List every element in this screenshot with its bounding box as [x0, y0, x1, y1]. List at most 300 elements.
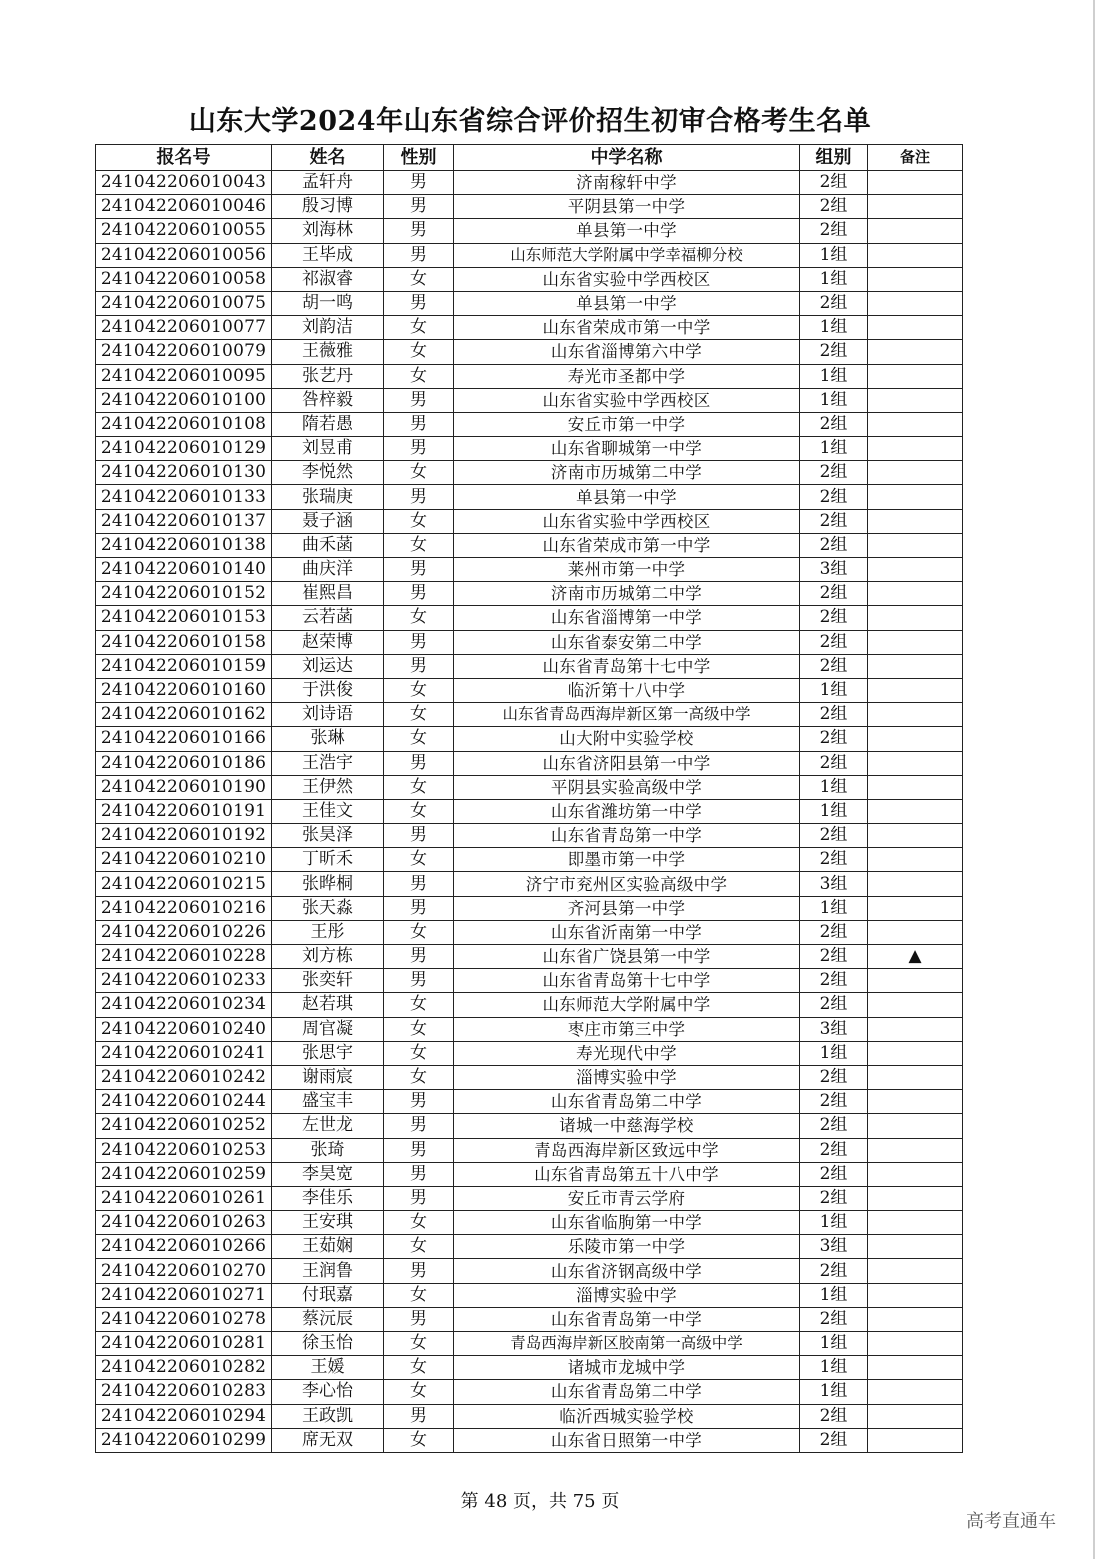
cell-gender: 女 — [384, 364, 454, 388]
cell-name: 徐玉怡 — [272, 1332, 384, 1356]
cell-group: 2组 — [800, 1065, 868, 1089]
cell-note — [868, 1017, 963, 1041]
cell-gender: 女 — [384, 316, 454, 340]
page-number: 第 48 页，共 75 页 — [460, 1491, 620, 1512]
cell-id: 241042206010299 — [96, 1428, 272, 1452]
cell-note — [868, 533, 963, 557]
cell-id: 241042206010043 — [96, 171, 272, 195]
cell-name: 咎梓毅 — [272, 388, 384, 412]
table-row — [96, 243, 963, 267]
cell-school: 枣庄市第三中学 — [454, 1017, 800, 1041]
cell-school: 山东省广饶县第一中学 — [454, 945, 800, 969]
cell-group: 2组 — [800, 1162, 868, 1186]
cell-school: 山东省实验中学西校区 — [454, 267, 800, 291]
cell-group: 1组 — [800, 1283, 868, 1307]
cell-gender: 男 — [384, 1114, 454, 1138]
cell-id: 241042206010259 — [96, 1162, 272, 1186]
table-row — [96, 824, 963, 848]
cell-id: 241042206010233 — [96, 969, 272, 993]
cell-name: 左世龙 — [272, 1114, 384, 1138]
cell-note — [868, 364, 963, 388]
cell-gender: 男 — [384, 219, 454, 243]
table-row — [96, 1428, 963, 1452]
cell-name: 周官凝 — [272, 1017, 384, 1041]
cell-note — [868, 267, 963, 291]
cell-school: 单县第一中学 — [454, 219, 800, 243]
cell-group: 2组 — [800, 509, 868, 533]
cell-gender: 男 — [384, 1307, 454, 1331]
cell-id: 241042206010100 — [96, 388, 272, 412]
cell-id: 241042206010056 — [96, 243, 272, 267]
cell-school: 山东省青岛第二中学 — [454, 1090, 800, 1114]
table-row — [96, 1017, 963, 1041]
cell-group: 2组 — [800, 171, 868, 195]
column-header-name: 姓名 — [272, 145, 384, 171]
cell-note: ▲ — [868, 945, 963, 969]
cell-id: 241042206010190 — [96, 775, 272, 799]
cell-name: 张思宇 — [272, 1041, 384, 1065]
cell-school: 山东省潍坊第一中学 — [454, 799, 800, 823]
cell-school: 淄博实验中学 — [454, 1065, 800, 1089]
cell-school: 安丘市青云学府 — [454, 1186, 800, 1210]
cell-name: 张琦 — [272, 1138, 384, 1162]
table-row — [96, 1162, 963, 1186]
cell-gender: 女 — [384, 993, 454, 1017]
cell-group: 2组 — [800, 969, 868, 993]
cell-group: 2组 — [800, 533, 868, 557]
cell-gender: 女 — [384, 1065, 454, 1089]
cell-note — [868, 1259, 963, 1283]
cell-group: 2组 — [800, 993, 868, 1017]
cell-note — [868, 340, 963, 364]
cell-school: 寿光现代中学 — [454, 1041, 800, 1065]
table-row — [96, 316, 963, 340]
cell-group: 1组 — [800, 1332, 868, 1356]
page-title: 山东大学2024年山东省综合评价招生初审合格考生名单 — [188, 106, 872, 137]
cell-id: 241042206010283 — [96, 1380, 272, 1404]
cell-gender: 男 — [384, 630, 454, 654]
cell-id: 241042206010192 — [96, 824, 272, 848]
cell-gender: 女 — [384, 606, 454, 630]
table-row — [96, 1138, 963, 1162]
cell-id: 241042206010294 — [96, 1404, 272, 1428]
cell-gender: 女 — [384, 461, 454, 485]
cell-group: 2组 — [800, 461, 868, 485]
table-row — [96, 993, 963, 1017]
cell-gender: 女 — [384, 799, 454, 823]
cell-school: 山东省实验中学西校区 — [454, 388, 800, 412]
cell-name: 李昊宽 — [272, 1162, 384, 1186]
cell-name: 云若菡 — [272, 606, 384, 630]
cell-school: 平阴县第一中学 — [454, 195, 800, 219]
cell-note — [868, 1404, 963, 1428]
cell-note — [868, 1065, 963, 1089]
table-row — [96, 1114, 963, 1138]
cell-note — [868, 1211, 963, 1235]
cell-gender: 男 — [384, 243, 454, 267]
table-row — [96, 1404, 963, 1428]
cell-group: 1组 — [800, 364, 868, 388]
cell-school: 莱州市第一中学 — [454, 558, 800, 582]
cell-school: 山东省青岛第一中学 — [454, 824, 800, 848]
cell-id: 241042206010058 — [96, 267, 272, 291]
table-row — [96, 920, 963, 944]
cell-group: 1组 — [800, 678, 868, 702]
cell-gender: 女 — [384, 1235, 454, 1259]
cell-group: 2组 — [800, 945, 868, 969]
cell-school: 山东省青岛第十七中学 — [454, 969, 800, 993]
cell-group: 2组 — [800, 195, 868, 219]
cell-note — [868, 1114, 963, 1138]
cell-gender: 男 — [384, 1090, 454, 1114]
table-row — [96, 896, 963, 920]
cell-id: 241042206010244 — [96, 1090, 272, 1114]
cell-group: 1组 — [800, 316, 868, 340]
table-row — [96, 1041, 963, 1065]
cell-gender: 女 — [384, 509, 454, 533]
cell-note — [868, 388, 963, 412]
cell-id: 241042206010191 — [96, 799, 272, 823]
cell-id: 241042206010210 — [96, 848, 272, 872]
cell-group: 2组 — [800, 291, 868, 315]
cell-school: 济南稼轩中学 — [454, 171, 800, 195]
table-row — [96, 727, 963, 751]
cell-note — [868, 558, 963, 582]
cell-group: 2组 — [800, 1114, 868, 1138]
table-row — [96, 1283, 963, 1307]
cell-gender: 女 — [384, 1428, 454, 1452]
cell-group: 1组 — [800, 775, 868, 799]
cell-gender: 女 — [384, 1017, 454, 1041]
cell-school: 山东省沂南第一中学 — [454, 920, 800, 944]
cell-gender: 女 — [384, 678, 454, 702]
cell-id: 241042206010242 — [96, 1065, 272, 1089]
cell-note — [868, 751, 963, 775]
cell-name: 张天淼 — [272, 896, 384, 920]
cell-id: 241042206010152 — [96, 582, 272, 606]
cell-name: 王佳文 — [272, 799, 384, 823]
cell-group: 2组 — [800, 485, 868, 509]
cell-id: 241042206010270 — [96, 1259, 272, 1283]
cell-note — [868, 291, 963, 315]
cell-gender: 男 — [384, 1186, 454, 1210]
cell-note — [868, 485, 963, 509]
table-body — [96, 171, 963, 1453]
cell-name: 张瑞庚 — [272, 485, 384, 509]
cell-note — [868, 1090, 963, 1114]
cell-gender: 女 — [384, 267, 454, 291]
cell-group: 1组 — [800, 267, 868, 291]
cell-gender: 男 — [384, 896, 454, 920]
cell-note — [868, 1283, 963, 1307]
watermark: 高考直通车 — [966, 1511, 1056, 1532]
cell-id: 241042206010261 — [96, 1186, 272, 1210]
cell-gender: 男 — [384, 558, 454, 582]
cell-gender: 女 — [384, 1041, 454, 1065]
cell-note — [868, 1162, 963, 1186]
cell-name: 王毕成 — [272, 243, 384, 267]
cell-note — [868, 243, 963, 267]
cell-name: 赵荣博 — [272, 630, 384, 654]
cell-school: 齐河县第一中学 — [454, 896, 800, 920]
table-row — [96, 533, 963, 557]
table-row — [96, 558, 963, 582]
table-row — [96, 848, 963, 872]
cell-name: 丁昕禾 — [272, 848, 384, 872]
cell-id: 241042206010252 — [96, 1114, 272, 1138]
cell-school: 安丘市第一中学 — [454, 412, 800, 436]
cell-note — [868, 195, 963, 219]
table-row — [96, 872, 963, 896]
cell-id: 241042206010263 — [96, 1211, 272, 1235]
cell-name: 隋若愚 — [272, 412, 384, 436]
cell-group: 1组 — [800, 799, 868, 823]
cell-name: 刘昱甫 — [272, 437, 384, 461]
table-row — [96, 1380, 963, 1404]
cell-school: 山东省聊城第一中学 — [454, 437, 800, 461]
cell-name: 王伊然 — [272, 775, 384, 799]
cell-group: 2组 — [800, 219, 868, 243]
table-row — [96, 630, 963, 654]
cell-name: 祁淑睿 — [272, 267, 384, 291]
cell-note — [868, 316, 963, 340]
cell-gender: 女 — [384, 1211, 454, 1235]
cell-gender: 女 — [384, 1356, 454, 1380]
cell-group: 2组 — [800, 703, 868, 727]
cell-note — [868, 896, 963, 920]
table-row — [96, 437, 963, 461]
cell-group: 1组 — [800, 1041, 868, 1065]
cell-gender: 女 — [384, 848, 454, 872]
cell-group: 2组 — [800, 340, 868, 364]
column-header-id: 报名号 — [96, 145, 272, 171]
column-header-note: 备注 — [868, 145, 963, 171]
cell-id: 241042206010186 — [96, 751, 272, 775]
cell-gender: 男 — [384, 582, 454, 606]
cell-note — [868, 1428, 963, 1452]
cell-group: 2组 — [800, 1138, 868, 1162]
cell-id: 241042206010266 — [96, 1235, 272, 1259]
cell-group: 1组 — [800, 1356, 868, 1380]
cell-school: 山东省济钢高级中学 — [454, 1259, 800, 1283]
cell-note — [868, 920, 963, 944]
cell-note — [868, 219, 963, 243]
cell-school: 山东省青岛西海岸新区第一高级中学 — [454, 703, 800, 727]
cell-group: 2组 — [800, 654, 868, 678]
cell-id: 241042206010055 — [96, 219, 272, 243]
cell-name: 殷习博 — [272, 195, 384, 219]
cell-school: 山东师范大学附属中学 — [454, 993, 800, 1017]
table-row — [96, 582, 963, 606]
cell-note — [868, 1041, 963, 1065]
table-row — [96, 703, 963, 727]
cell-gender: 男 — [384, 751, 454, 775]
table-row — [96, 485, 963, 509]
table-row — [96, 775, 963, 799]
cell-school: 山东省青岛第十七中学 — [454, 654, 800, 678]
cell-school: 济南市历城第二中学 — [454, 461, 800, 485]
cell-name: 胡一鸣 — [272, 291, 384, 315]
cell-school: 山东省泰安第二中学 — [454, 630, 800, 654]
cell-gender: 男 — [384, 969, 454, 993]
cell-group: 1组 — [800, 1211, 868, 1235]
cell-name: 聂子涵 — [272, 509, 384, 533]
cell-name: 张艺丹 — [272, 364, 384, 388]
cell-group: 2组 — [800, 1428, 868, 1452]
cell-id: 241042206010095 — [96, 364, 272, 388]
table-row — [96, 1356, 963, 1380]
cell-gender: 男 — [384, 1138, 454, 1162]
cell-gender: 女 — [384, 340, 454, 364]
cell-id: 241042206010166 — [96, 727, 272, 751]
cell-group: 2组 — [800, 1090, 868, 1114]
cell-id: 241042206010228 — [96, 945, 272, 969]
cell-name: 张晔桐 — [272, 872, 384, 896]
cell-group: 2组 — [800, 848, 868, 872]
cell-school: 山东省临朐第一中学 — [454, 1211, 800, 1235]
cell-id: 241042206010153 — [96, 606, 272, 630]
cell-school: 济宁市兖州区实验高级中学 — [454, 872, 800, 896]
cell-gender: 男 — [384, 1259, 454, 1283]
cell-id: 241042206010226 — [96, 920, 272, 944]
table-row — [96, 1090, 963, 1114]
cell-school: 山东省淄博第六中学 — [454, 340, 800, 364]
cell-group: 1组 — [800, 437, 868, 461]
cell-note — [868, 993, 963, 1017]
cell-name: 张昊泽 — [272, 824, 384, 848]
cell-school: 即墨市第一中学 — [454, 848, 800, 872]
cell-name: 王润鲁 — [272, 1259, 384, 1283]
cell-school: 寿光市圣都中学 — [454, 364, 800, 388]
cell-note — [868, 1356, 963, 1380]
cell-school: 青岛西海岸新区致远中学 — [454, 1138, 800, 1162]
cell-name: 王媛 — [272, 1356, 384, 1380]
cell-group: 3组 — [800, 1235, 868, 1259]
cell-name: 李悦然 — [272, 461, 384, 485]
cell-gender: 女 — [384, 920, 454, 944]
cell-gender: 女 — [384, 533, 454, 557]
cell-id: 241042206010162 — [96, 703, 272, 727]
cell-school: 临沂西城实验学校 — [454, 1404, 800, 1428]
cell-name: 王茹娴 — [272, 1235, 384, 1259]
table-row — [96, 267, 963, 291]
cell-id: 241042206010271 — [96, 1283, 272, 1307]
cell-school: 山东省济阳县第一中学 — [454, 751, 800, 775]
cell-name: 盛宝丰 — [272, 1090, 384, 1114]
table-row — [96, 751, 963, 775]
cell-name: 刘方栋 — [272, 945, 384, 969]
cell-name: 王安琪 — [272, 1211, 384, 1235]
table-row — [96, 945, 963, 969]
cell-note — [868, 606, 963, 630]
cell-note — [868, 775, 963, 799]
cell-gender: 男 — [384, 388, 454, 412]
table-row — [96, 388, 963, 412]
cell-group: 2组 — [800, 1307, 868, 1331]
cell-id: 241042206010234 — [96, 993, 272, 1017]
cell-gender: 女 — [384, 1380, 454, 1404]
table-row — [96, 1065, 963, 1089]
cell-gender: 男 — [384, 437, 454, 461]
cell-name: 李佳乐 — [272, 1186, 384, 1210]
cell-id: 241042206010282 — [96, 1356, 272, 1380]
table-row — [96, 1211, 963, 1235]
scan-edge-line — [1093, 0, 1095, 1559]
cell-id: 241042206010215 — [96, 872, 272, 896]
cell-id: 241042206010216 — [96, 896, 272, 920]
cell-gender: 女 — [384, 727, 454, 751]
cell-group: 2组 — [800, 582, 868, 606]
cell-name: 刘运达 — [272, 654, 384, 678]
cell-name: 王浩宇 — [272, 751, 384, 775]
table-row — [96, 799, 963, 823]
cell-gender: 男 — [384, 195, 454, 219]
cell-group: 3组 — [800, 872, 868, 896]
cell-school: 单县第一中学 — [454, 291, 800, 315]
cell-note — [868, 848, 963, 872]
cell-gender: 男 — [384, 485, 454, 509]
cell-school: 淄博实验中学 — [454, 1283, 800, 1307]
cell-gender: 男 — [384, 1404, 454, 1428]
cell-school: 山东省荣成市第一中学 — [454, 316, 800, 340]
table-row — [96, 412, 963, 436]
cell-gender: 女 — [384, 1332, 454, 1356]
cell-id: 241042206010077 — [96, 316, 272, 340]
cell-school: 山东省实验中学西校区 — [454, 509, 800, 533]
cell-school: 山大附中实验学校 — [454, 727, 800, 751]
cell-school: 平阴县实验高级中学 — [454, 775, 800, 799]
cell-id: 241042206010159 — [96, 654, 272, 678]
cell-group: 2组 — [800, 1186, 868, 1210]
cell-note — [868, 1307, 963, 1331]
cell-school: 山东省青岛第二中学 — [454, 1380, 800, 1404]
cell-id: 241042206010130 — [96, 461, 272, 485]
cell-name: 李心怡 — [272, 1380, 384, 1404]
cell-id: 241042206010138 — [96, 533, 272, 557]
table-row — [96, 1235, 963, 1259]
cell-name: 曲庆洋 — [272, 558, 384, 582]
cell-name: 曲禾菡 — [272, 533, 384, 557]
cell-group: 2组 — [800, 1404, 868, 1428]
table-row — [96, 461, 963, 485]
cell-name: 刘韵洁 — [272, 316, 384, 340]
cell-id: 241042206010241 — [96, 1041, 272, 1065]
cell-note — [868, 1186, 963, 1210]
cell-id: 241042206010253 — [96, 1138, 272, 1162]
cell-id: 241042206010075 — [96, 291, 272, 315]
cell-school: 山东省荣成市第一中学 — [454, 533, 800, 557]
table-row — [96, 509, 963, 533]
candidate-table — [95, 144, 963, 1453]
cell-gender: 女 — [384, 1283, 454, 1307]
cell-note — [868, 969, 963, 993]
cell-id: 241042206010079 — [96, 340, 272, 364]
table-row — [96, 171, 963, 195]
cell-gender: 男 — [384, 945, 454, 969]
table-row — [96, 1259, 963, 1283]
cell-id: 241042206010160 — [96, 678, 272, 702]
cell-group: 2组 — [800, 727, 868, 751]
cell-name: 孟轩舟 — [272, 171, 384, 195]
table-row — [96, 1186, 963, 1210]
cell-name: 刘诗语 — [272, 703, 384, 727]
cell-school: 山东省日照第一中学 — [454, 1428, 800, 1452]
cell-note — [868, 727, 963, 751]
column-header-gender: 性别 — [384, 145, 454, 171]
cell-name: 赵若琪 — [272, 993, 384, 1017]
cell-group: 2组 — [800, 751, 868, 775]
cell-name: 崔熙昌 — [272, 582, 384, 606]
